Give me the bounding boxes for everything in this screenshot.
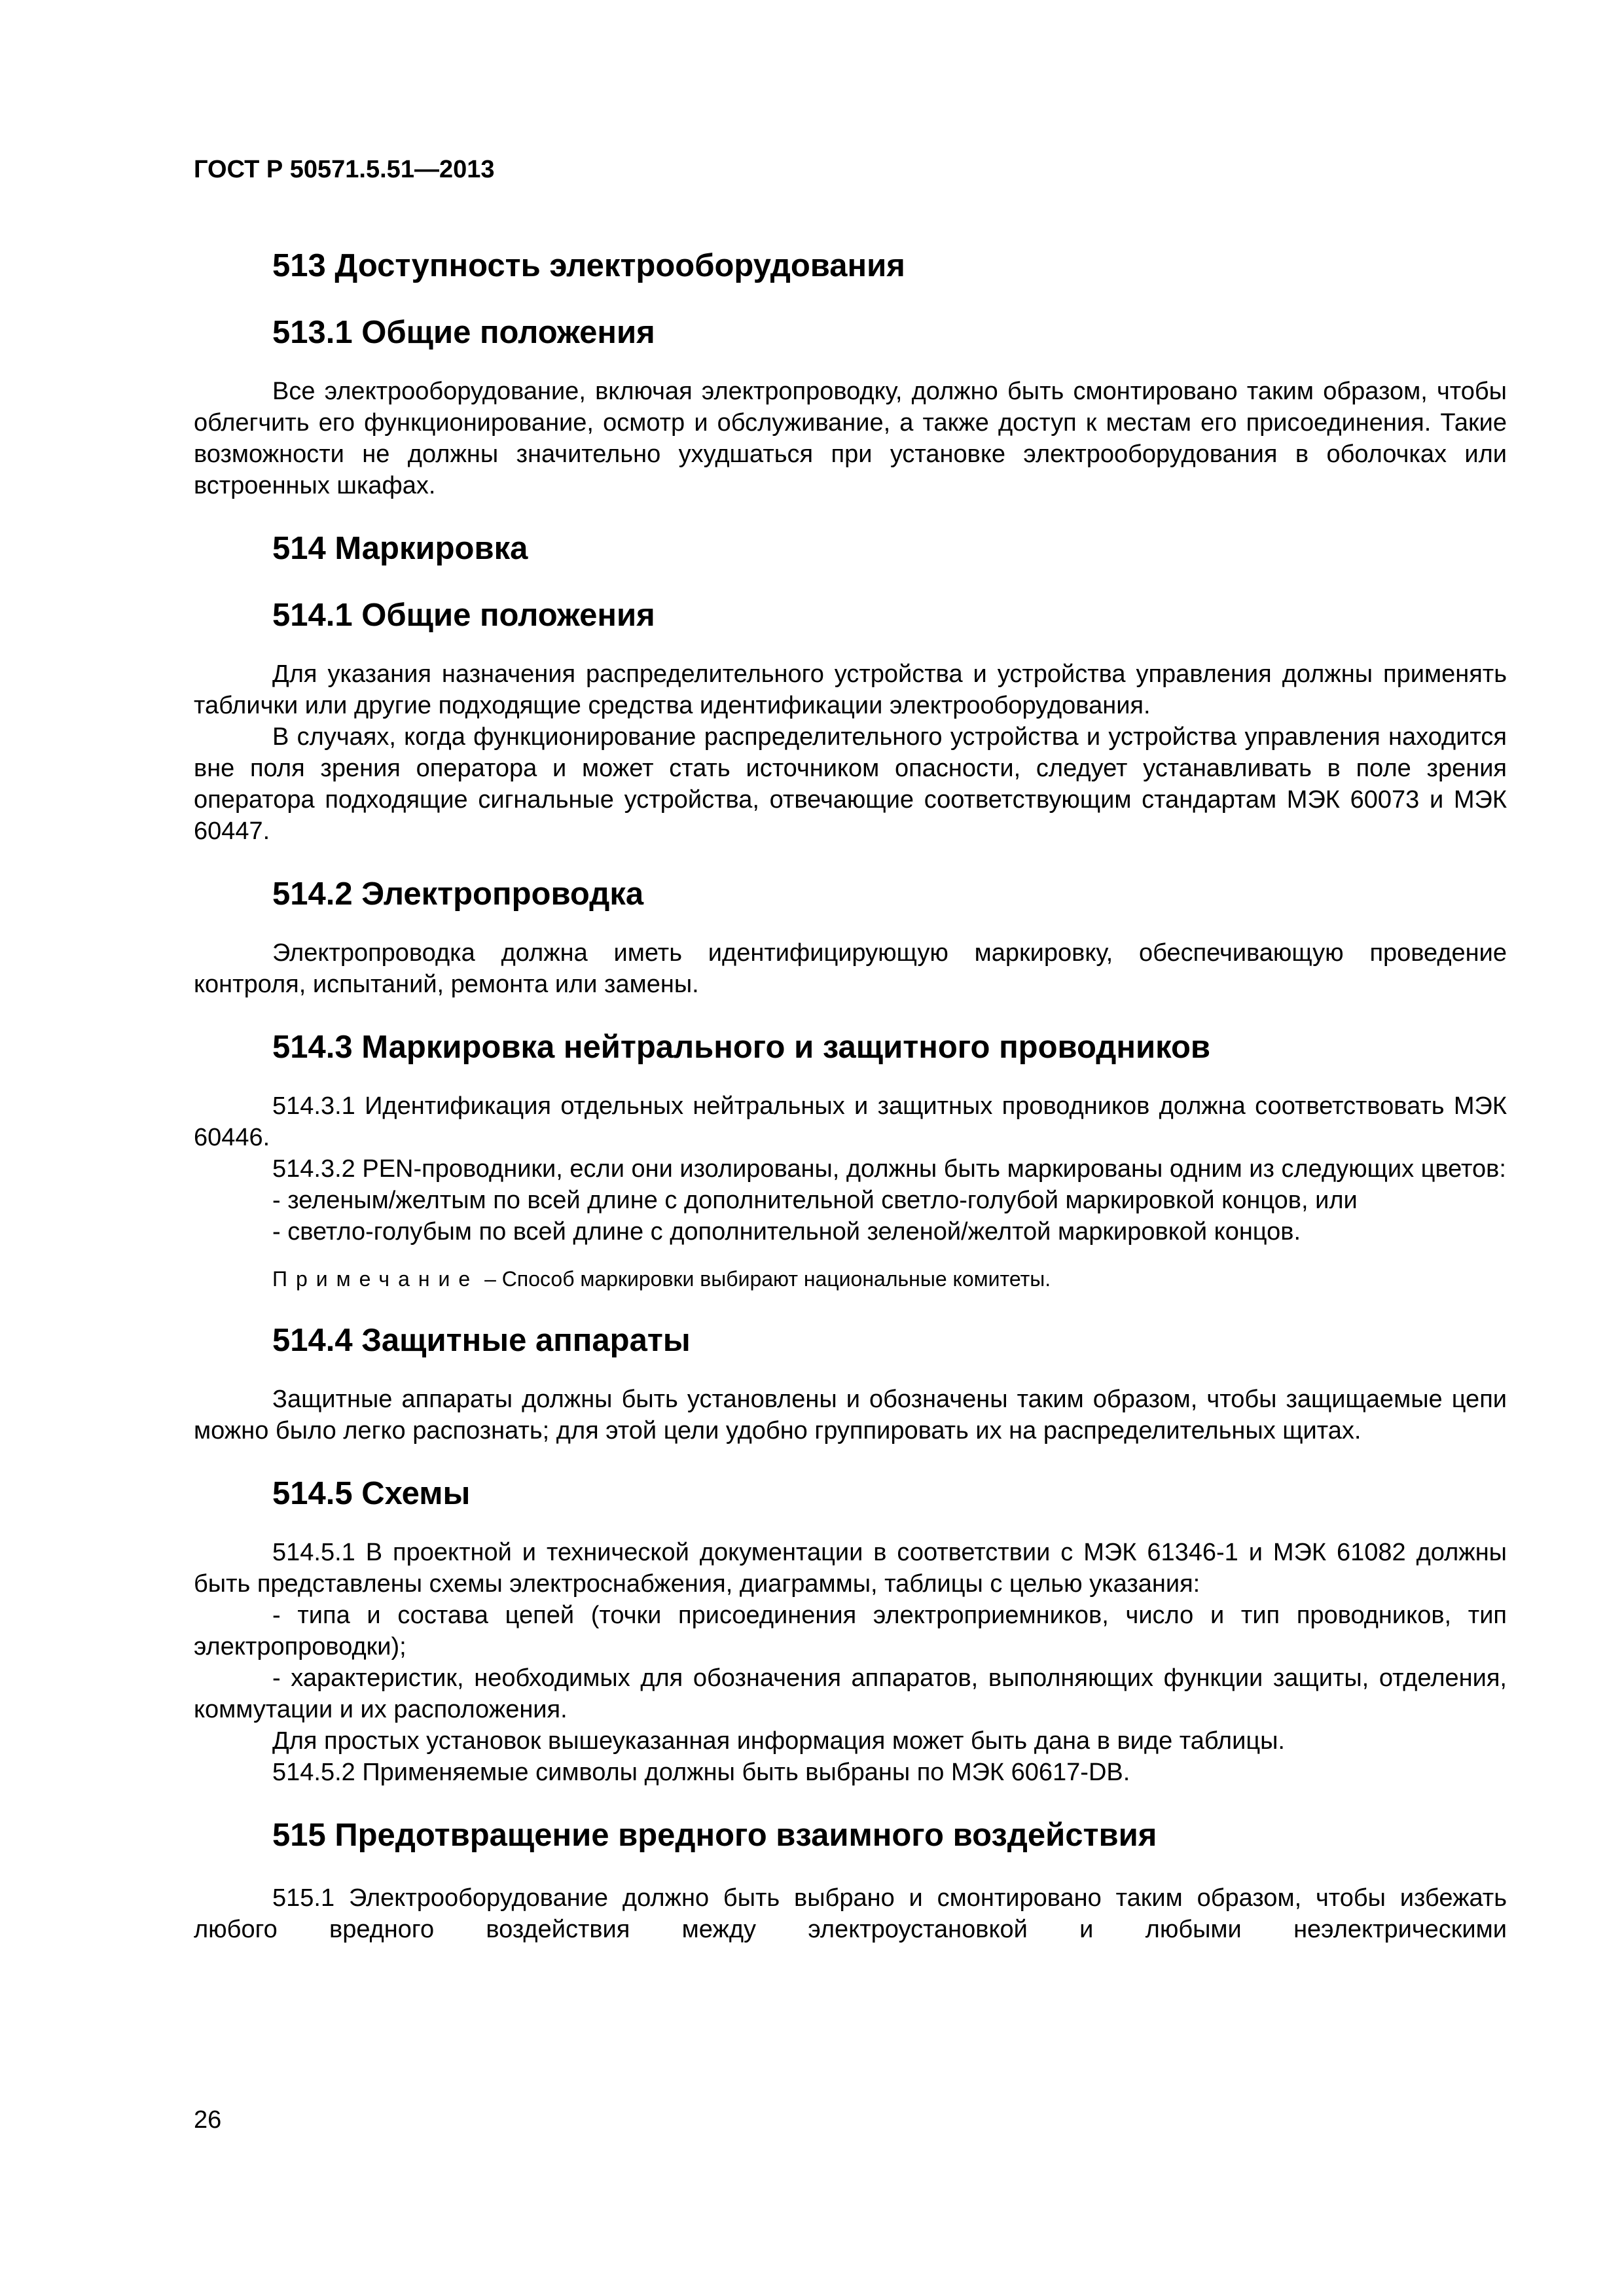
- section-514-heading: 514 Маркировка: [272, 531, 528, 566]
- section-514-2-paragraph: Электропроводка должна иметь идентифицирующую маркировку, обеспечивающую проведение контроля, испытаний, ремонта или замены.: [194, 939, 1507, 998]
- note-text: – Способ маркировки выбирают национальные комитеты.: [478, 1267, 1051, 1291]
- section-515-heading: 515 Предотвращение вредного взаимного воздействия: [272, 1818, 1157, 1853]
- section-515-1-paragraph: 515.1 Электрооборудование должно быть выбрано и смонтировано таким образом, чтобы избежать любого вредного воздействия между электроустановкой и любыми неэлектрическими: [194, 1884, 1507, 1943]
- section-514-3-2-paragraph: 514.3.2 PEN-проводники, если они изолированы, должны быть маркированы одним из следующих цветов:: [272, 1155, 1506, 1183]
- section-514-1-heading: 514.1 Общие положения: [272, 598, 655, 633]
- section-514-5-1-paragraph: 514.5.1 В проектной и технической документации в соответствии с МЭК 61346-1 и МЭК 61082 должны быть представлены схемы электроснабжения, диаграммы, таблицы с целью указания:: [194, 1539, 1507, 1598]
- document-header: ГОСТ Р 50571.5.51—2013: [194, 156, 495, 183]
- section-514-5-1-paragraph-2: Для простых установок вышеуказанная информация может быть дана в виде таблицы.: [272, 1727, 1285, 1755]
- section-514-1-paragraph-2: В случаях, когда функционирование распределительного устройства и устройства управления находится вне поля зрения оператора и может стать источником опасности, следует устанавливать в поле зрения оператора подходящие сигнальные устройства, отвечающие соответствующим стандартам МЭК 60073 и МЭК 60447.: [194, 723, 1507, 845]
- section-514-3-1-paragraph: 514.3.1 Идентификация отдельных нейтральных и защитных проводников должна соответствовать МЭК 60446.: [194, 1092, 1507, 1151]
- section-513-heading: 513 Доступность электрооборудования: [272, 248, 905, 283]
- list-item-green-yellow: - зеленым/желтым по всей длине с дополнительной светло-голубой маркировкой концов, или: [272, 1187, 1358, 1214]
- section-513-1-heading: 513.1 Общие положения: [272, 315, 655, 350]
- section-514-1-paragraph-1: Для указания назначения распределительного устройства и устройства управления должны применять таблички или другие подходящие средства идентификации электрооборудования.: [194, 660, 1507, 719]
- document-body: [194, 246, 1507, 1945]
- section-514-2-heading: 514.2 Электропроводка: [272, 876, 644, 912]
- section-514-3-heading: 514.3 Маркировка нейтрального и защитного проводников: [272, 1030, 1211, 1065]
- list-item-circuits: - типа и состава цепей (точки присоединения электроприемников, число и тип проводников, тип электропроводки);: [194, 1602, 1507, 1660]
- section-514-4-paragraph: Защитные аппараты должны быть установлены и обозначены таким образом, чтобы защищаемые цепи можно было легко распознать; для этой цели удобно группировать их на распределительных щитах.: [194, 1386, 1507, 1444]
- section-513-1-paragraph: Все электрооборудование, включая электропроводку, должно быть смонтировано таким образом, чтобы облегчить его функционирование, осмотр и обслуживание, а также доступ к местам его присоединения. Такие возможности не должны значительно ухудшаться при установке электрооборудования в оболочках или встроенных шкафах.: [194, 378, 1507, 499]
- list-item-light-blue: - светло-голубым по всей длине с дополнительной зеленой/желтой маркировкой концов.: [272, 1218, 1301, 1246]
- note-label: Примечание: [272, 1267, 479, 1291]
- note: [194, 1265, 1507, 1293]
- list-item-characteristics: - характеристик, необходимых для обозначения аппаратов, выполняющих функции защиты, отделения, коммутации и их расположения.: [194, 1664, 1507, 1723]
- document-page: [194, 0, 1507, 2296]
- section-514-4-heading: 514.4 Защитные аппараты: [272, 1323, 691, 1358]
- section-514-5-2-paragraph: 514.5.2 Применяемые символы должны быть выбраны по МЭК 60617-DB.: [272, 1759, 1130, 1786]
- section-514-5-heading: 514.5 Схемы: [272, 1476, 471, 1511]
- page-number: 26: [194, 2106, 222, 2134]
